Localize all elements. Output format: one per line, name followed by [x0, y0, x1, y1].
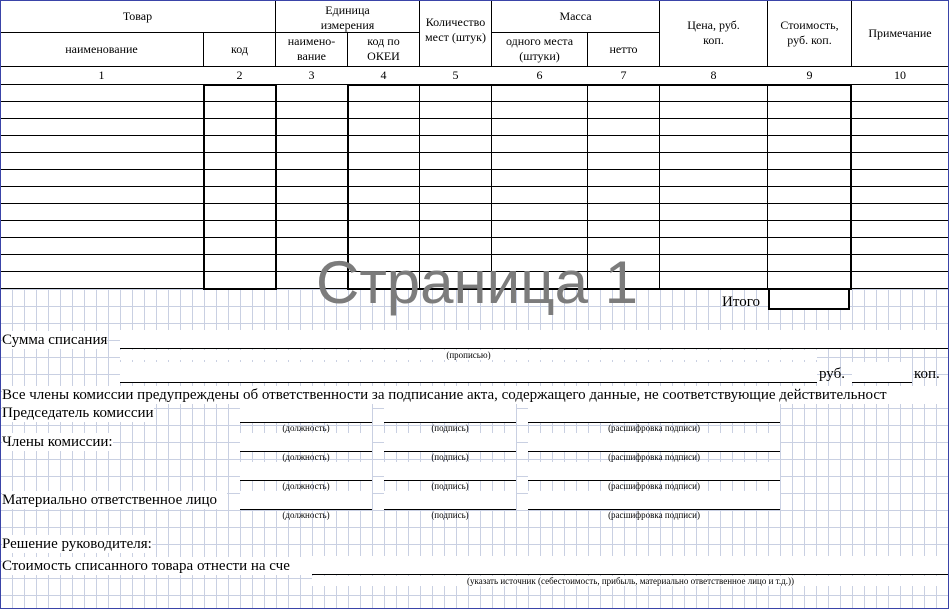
table-cell-col-9[interactable]	[768, 221, 852, 238]
col-num-8[interactable]	[660, 67, 767, 84]
table-cell-col-5[interactable]	[420, 187, 492, 204]
table-cell-col-8[interactable]	[660, 255, 768, 272]
table-cell-col-6[interactable]	[492, 136, 588, 153]
table-cell-col-10[interactable]	[852, 204, 949, 221]
table-cell-col-9[interactable]	[768, 136, 852, 153]
table-cell-col-10[interactable]	[852, 85, 949, 102]
sum-words-field-2[interactable]	[120, 362, 817, 383]
header-cost[interactable]	[768, 1, 851, 65]
signature-hint: (подпись)	[431, 452, 469, 462]
table-cell-col-9[interactable]	[768, 85, 852, 102]
table-cell-col-9[interactable]	[768, 255, 852, 272]
header-goods-code-label: код	[231, 41, 248, 56]
grid-line	[276, 32, 420, 33]
table-cell-col-2[interactable]	[204, 119, 276, 136]
col-num-3[interactable]	[276, 67, 347, 84]
header-unit-okei[interactable]	[348, 33, 419, 65]
col-num-8-text: 8	[710, 68, 717, 82]
col-num-9[interactable]	[768, 67, 851, 84]
table-cell-col-9[interactable]	[768, 102, 852, 119]
chairman-label: Председатель комиссии	[2, 405, 154, 421]
header-quantity-label: Количество мест (штук)	[425, 15, 486, 44]
grid-line	[0, 66, 949, 67]
col-num-6-text: 6	[536, 68, 543, 82]
table-cell-col-1[interactable]	[0, 136, 204, 153]
header-goods-code[interactable]	[204, 33, 275, 65]
position-hint: (должность)	[282, 423, 330, 433]
table-cell-col-2[interactable]	[204, 136, 276, 153]
table-cell-col-1[interactable]	[0, 221, 204, 238]
header-goods-name-label: наименование	[65, 41, 138, 56]
table-cell-col-8[interactable]	[660, 136, 768, 153]
member2-signature-field[interactable]	[384, 462, 516, 481]
member2-decode-field[interactable]	[528, 462, 780, 481]
table-cell-col-8[interactable]	[660, 119, 768, 136]
header-mass-one-label: одного места (штуки)	[505, 34, 574, 63]
table-cell-col-1[interactable]	[0, 272, 204, 289]
table-cell-col-5[interactable]	[420, 204, 492, 221]
table-cell-col-2[interactable]	[204, 238, 276, 255]
table-cell-col-2[interactable]	[204, 85, 276, 102]
table-cell-col-8[interactable]	[660, 272, 768, 289]
table-cell-col-7[interactable]	[588, 221, 660, 238]
table-cell-col-2[interactable]	[204, 170, 276, 187]
table-cell-col-10[interactable]	[852, 170, 949, 187]
table-cell-col-10[interactable]	[852, 255, 949, 272]
table-cell-col-5[interactable]	[420, 170, 492, 187]
header-price-label: Цена, руб. коп.	[687, 18, 740, 47]
table-cell-col-10[interactable]	[852, 238, 949, 255]
position-hint: (должность)	[282, 452, 330, 462]
col-num-6[interactable]	[492, 67, 587, 84]
header-goods-name[interactable]	[0, 33, 203, 65]
table-cell-col-7[interactable]	[588, 85, 660, 102]
page-watermark: Страница 1	[316, 249, 638, 316]
grid-line	[851, 0, 852, 67]
table-cell-col-8[interactable]	[660, 187, 768, 204]
position-hint: (должность)	[282, 510, 330, 520]
table-cell-col-1[interactable]	[0, 102, 204, 119]
col-num-3-text: 3	[308, 68, 315, 82]
table-cell-col-2[interactable]	[204, 187, 276, 204]
header-unit-name[interactable]	[276, 33, 347, 65]
header-mass-net[interactable]	[588, 33, 659, 65]
table-cell-col-4[interactable]	[348, 153, 420, 170]
grid-line	[275, 0, 276, 67]
table-cell-col-9[interactable]	[768, 187, 852, 204]
grid-line	[419, 0, 420, 67]
header-unit-okei-label: код по ОКЕИ	[367, 34, 400, 63]
chairman-signature-field[interactable]	[384, 404, 516, 423]
total-cost-cell[interactable]	[768, 290, 850, 310]
chairman-decode-field[interactable]	[528, 404, 780, 423]
table-cell-col-8[interactable]	[660, 170, 768, 187]
responsible-decode-field[interactable]	[528, 491, 780, 510]
signature-hint: (подпись)	[431, 423, 469, 433]
decode-hint: (расшифровка подписи)	[608, 452, 700, 462]
table-cell-col-2[interactable]	[204, 221, 276, 238]
grid-line	[0, 0, 949, 1]
header-unit-name-label: наимено-вание	[287, 34, 336, 63]
table-cell-col-6[interactable]	[492, 102, 588, 119]
grid-line	[347, 32, 348, 67]
table-cell-col-10[interactable]	[852, 153, 949, 170]
table-cell-col-3[interactable]	[276, 136, 348, 153]
table-cell-col-6[interactable]	[492, 85, 588, 102]
header-goods-label: Товар	[122, 9, 153, 23]
table-row	[0, 221, 949, 238]
table-cell-col-4[interactable]	[348, 221, 420, 238]
table-cell-col-1[interactable]	[0, 187, 204, 204]
decode-hint: (расшифровка подписи)	[608, 423, 700, 433]
table-cell-col-5[interactable]	[420, 153, 492, 170]
table-cell-col-8[interactable]	[660, 153, 768, 170]
table-cell-col-7[interactable]	[588, 170, 660, 187]
table-cell-col-8[interactable]	[660, 204, 768, 221]
table-cell-col-6[interactable]	[492, 170, 588, 187]
table-cell-col-3[interactable]	[276, 170, 348, 187]
table-cell-col-5[interactable]	[420, 119, 492, 136]
col-num-5[interactable]	[420, 67, 491, 84]
table-cell-col-9[interactable]	[768, 204, 852, 221]
header-goods[interactable]	[0, 1, 275, 32]
table-cell-col-3[interactable]	[276, 204, 348, 221]
table-cell-col-3[interactable]	[276, 187, 348, 204]
table-cell-col-5[interactable]	[420, 221, 492, 238]
table-cell-col-9[interactable]	[768, 170, 852, 187]
header-note[interactable]	[852, 1, 948, 65]
table-cell-col-9[interactable]	[768, 153, 852, 170]
table-cell-col-1[interactable]	[0, 170, 204, 187]
grid-line	[767, 0, 768, 67]
table-row	[0, 153, 949, 170]
col-num-10-text: 10	[894, 68, 906, 82]
table-row	[0, 102, 949, 119]
position-hint: (должность)	[282, 481, 330, 491]
table-row	[0, 187, 949, 204]
table-cell-col-4[interactable]	[348, 119, 420, 136]
table-cell-col-7[interactable]	[588, 102, 660, 119]
cost-source-field[interactable]	[312, 556, 949, 575]
rub-label: руб.	[819, 366, 845, 382]
table-cell-col-7[interactable]	[588, 187, 660, 204]
sum-label: Сумма списания	[2, 332, 108, 348]
table-cell-col-2[interactable]	[204, 272, 276, 289]
grid-line	[0, 32, 276, 33]
decision-label: Решение руководителя:	[2, 536, 152, 552]
grid-line	[492, 32, 660, 33]
grid-line	[203, 32, 204, 67]
members-label: Члены комиссии:	[2, 434, 113, 450]
responsible-signature-field[interactable]	[384, 491, 516, 510]
header-note-label: Примечание	[868, 25, 932, 40]
table-cell-col-2[interactable]	[204, 255, 276, 272]
table-cell-col-5[interactable]	[420, 85, 492, 102]
table-cell-col-1[interactable]	[0, 255, 204, 272]
member1-decode-field[interactable]	[528, 433, 780, 452]
col-num-1[interactable]	[0, 67, 203, 84]
responsible-position-field[interactable]	[240, 491, 372, 510]
table-row	[0, 136, 949, 153]
header-unit-label: Единица измерения	[320, 3, 375, 32]
sum-words-hint: (прописью)	[120, 350, 817, 360]
grid-line	[587, 32, 588, 67]
table-row	[0, 85, 949, 102]
table-cell-col-7[interactable]	[588, 204, 660, 221]
table-cell-col-6[interactable]	[492, 204, 588, 221]
table-cell-col-6[interactable]	[492, 187, 588, 204]
table-cell-col-4[interactable]	[348, 85, 420, 102]
table-cell-col-1[interactable]	[0, 238, 204, 255]
source-hint: (указать источник (себестоимость, прибыль, материально ответственное лицо и т.д.))	[312, 576, 949, 586]
member1-signature-field[interactable]	[384, 433, 516, 452]
signature-hint: (подпись)	[431, 510, 469, 520]
total-label: Итого	[722, 294, 760, 310]
header-mass-net-label: нетто	[609, 41, 638, 56]
table-cell-col-10[interactable]	[852, 136, 949, 153]
table-cell-col-8[interactable]	[660, 238, 768, 255]
member1-position-field[interactable]	[240, 433, 372, 452]
decode-hint: (расшифровка подписи)	[608, 510, 700, 520]
table-cell-col-3[interactable]	[276, 221, 348, 238]
col-num-2[interactable]	[204, 67, 275, 84]
col-num-1-text: 1	[98, 68, 105, 82]
header-mass-one[interactable]	[492, 33, 587, 65]
table-cell-col-10[interactable]	[852, 187, 949, 204]
table-cell-col-6[interactable]	[492, 221, 588, 238]
col-num-4-text: 4	[380, 68, 387, 82]
table-cell-col-5[interactable]	[420, 136, 492, 153]
cost-to-label: Стоимость списанного товара отнести на сче	[2, 557, 312, 575]
table-row	[0, 119, 949, 136]
table-cell-col-4[interactable]	[348, 170, 420, 187]
table-cell-col-10[interactable]	[852, 102, 949, 119]
col-num-5-text: 5	[452, 68, 459, 82]
chairman-position-field[interactable]	[240, 404, 372, 423]
col-num-4[interactable]	[348, 67, 419, 84]
grid-line	[491, 0, 492, 67]
table-cell-col-8[interactable]	[660, 221, 768, 238]
table-cell-col-10[interactable]	[852, 272, 949, 289]
header-mass-label: Масса	[559, 9, 592, 23]
table-cell-col-2[interactable]	[204, 153, 276, 170]
table-cell-col-9[interactable]	[768, 272, 852, 289]
decode-hint: (расшифровка подписи)	[608, 481, 700, 491]
warning-text: Все члены комиссии предупреждены об ответственности за подписание акта, содержащего данные, не соответствующие действительност	[2, 386, 949, 404]
col-num-9-text: 9	[806, 68, 813, 82]
header-cost-label: Стоимость, руб. коп.	[780, 18, 839, 47]
table-cell-col-5[interactable]	[420, 102, 492, 119]
grid-line	[659, 0, 660, 67]
table-cell-col-6[interactable]	[492, 153, 588, 170]
header-quantity[interactable]	[420, 1, 491, 65]
table-cell-col-8[interactable]	[660, 102, 768, 119]
sum-words-field[interactable]	[120, 330, 949, 349]
table-cell-col-10[interactable]	[852, 119, 949, 136]
table-cell-col-1[interactable]	[0, 153, 204, 170]
table-cell-col-6[interactable]	[492, 119, 588, 136]
table-cell-col-4[interactable]	[348, 204, 420, 221]
col-num-2-text: 2	[236, 68, 243, 82]
table-cell-col-7[interactable]	[588, 153, 660, 170]
table-cell-col-4[interactable]	[348, 187, 420, 204]
table-cell-col-2[interactable]	[204, 204, 276, 221]
responsible-label: Материально ответственное лицо	[2, 491, 227, 509]
table-cell-col-7[interactable]	[588, 136, 660, 153]
table-cell-col-3[interactable]	[276, 85, 348, 102]
table-cell-col-8[interactable]	[660, 85, 768, 102]
header-unit[interactable]	[276, 1, 419, 34]
table-cell-col-1[interactable]	[0, 85, 204, 102]
col-num-7[interactable]	[588, 67, 659, 84]
table-cell-col-1[interactable]	[0, 204, 204, 221]
table-cell-col-10[interactable]	[852, 221, 949, 238]
table-cell-col-7[interactable]	[588, 119, 660, 136]
header-mass[interactable]	[492, 1, 659, 32]
table-cell-col-3[interactable]	[276, 119, 348, 136]
signature-hint: (подпись)	[431, 481, 469, 491]
table-cell-col-2[interactable]	[204, 102, 276, 119]
table-row	[0, 204, 949, 221]
table-cell-col-3[interactable]	[276, 153, 348, 170]
kop-label: коп.	[914, 366, 940, 382]
table-cell-col-3[interactable]	[276, 102, 348, 119]
header-price[interactable]	[660, 1, 767, 65]
col-num-10[interactable]	[852, 67, 948, 84]
kop-field[interactable]	[852, 362, 912, 383]
member2-position-field[interactable]	[240, 462, 372, 481]
table-cell-col-4[interactable]	[348, 136, 420, 153]
col-num-7-text: 7	[620, 68, 627, 82]
table-cell-col-9[interactable]	[768, 119, 852, 136]
table-row	[0, 170, 949, 187]
table-cell-col-9[interactable]	[768, 238, 852, 255]
table-cell-col-1[interactable]	[0, 119, 204, 136]
table-cell-col-4[interactable]	[348, 102, 420, 119]
